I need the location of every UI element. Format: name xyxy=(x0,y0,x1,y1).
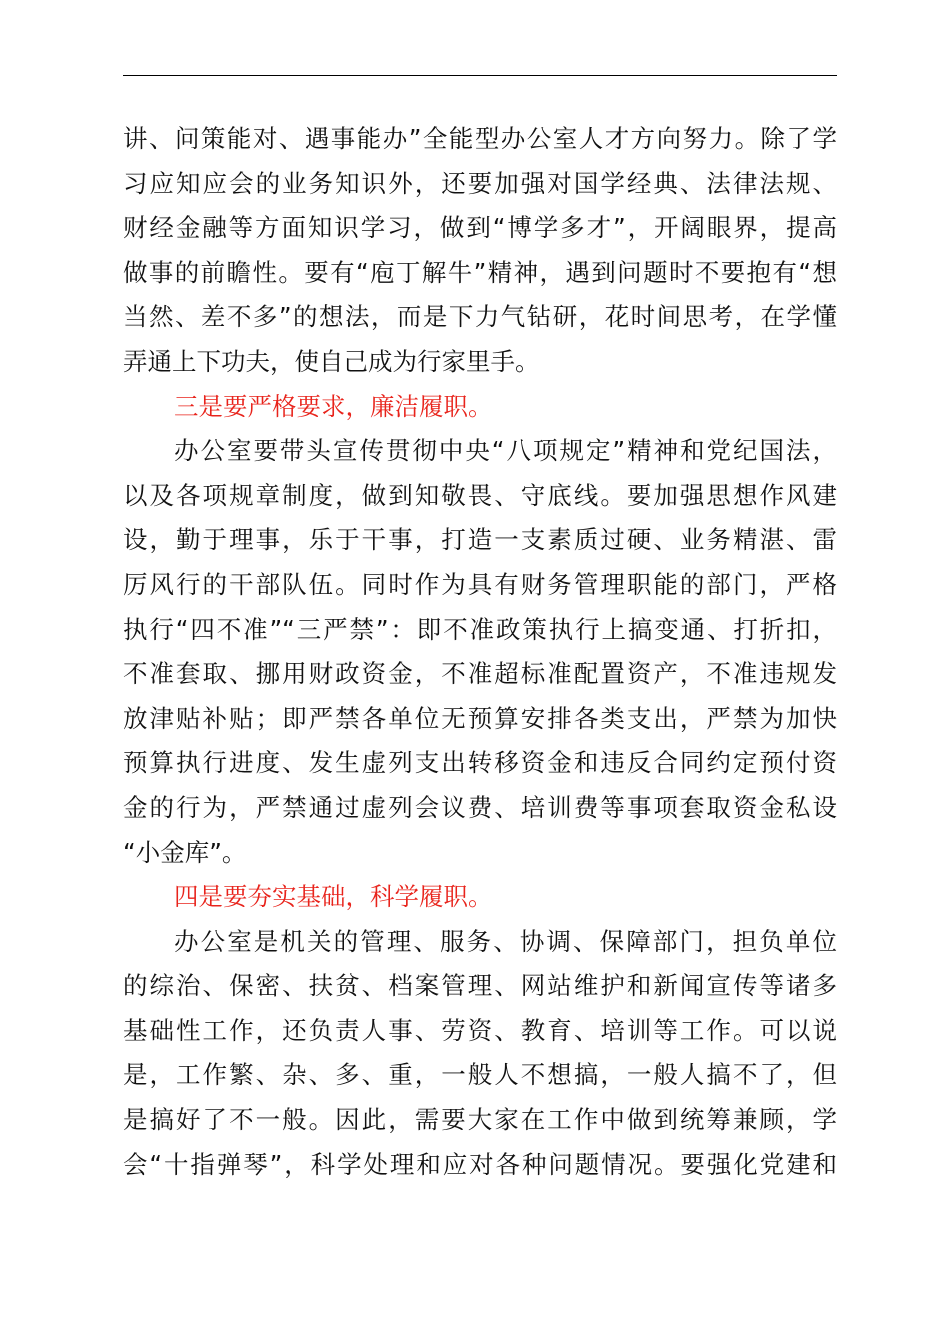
paragraph-2-line: 办公室要带头宣传贯彻中央“八项规定”精神和党纪国法， xyxy=(174,436,837,466)
paragraph-2-line: 以及各项规章制度，做到知敬畏、守底线。要加强思想作风建 xyxy=(123,480,837,510)
paragraph-1-line: 做事的前瞻性。要有“庖丁解牛”精神，遇到问题时不要抱有“想 xyxy=(123,257,837,287)
paragraph-2-line: 预算执行进度、发生虚列支出转移资金和违反合同约定预付资 xyxy=(123,748,837,778)
paragraph-2-line: 放津贴补贴；即严禁各单位无预算安排各类支出，严禁为加快 xyxy=(123,703,837,733)
paragraph-1-line: 财经金融等方面知识学习，做到“博学多才”，开阔眼界，提高 xyxy=(123,213,837,243)
paragraph-2-line: “小金库”。 xyxy=(123,837,247,867)
paragraph-3-line: 的综治、保密、扶贫、档案管理、网站维护和新闻宣传等诸多 xyxy=(123,971,837,1001)
paragraph-3-line: 基础性工作，还负责人事、劳资、教育、培训等工作。可以说 xyxy=(123,1015,837,1045)
paragraph-1-line: 弄通上下功夫，使自己成为行家里手。 xyxy=(123,346,540,376)
paragraph-2-line: 设，勤于理事，乐于干事，打造一支素质过硬、业务精湛、雷 xyxy=(123,525,837,555)
paragraph-2-line: 金的行为，严禁通过虚列会议费、培训费等事项套取资金私设 xyxy=(123,792,837,822)
paragraph-3-line: 会“十指弹琴”，科学处理和应对各种问题情况。要强化党建和 xyxy=(123,1149,837,1179)
section-heading-three: 三是要严格要求，廉洁履职。 xyxy=(174,391,493,421)
paragraph-3-line: 是搞好了不一般。因此，需要大家在工作中做到统筹兼顾，学 xyxy=(123,1105,837,1135)
paragraph-2-line: 不准套取、挪用财政资金，不准超标准配置资产，不准违规发 xyxy=(123,659,837,689)
paragraph-3-line: 是，工作繁、杂、多、重，一般人不想搞，一般人搞不了，但 xyxy=(123,1060,837,1090)
document-body xyxy=(123,117,837,1187)
section-heading-four: 四是要夯实基础，科学履职。 xyxy=(174,882,493,912)
paragraph-1-line: 当然、差不多”的想法，而是下力气钻研，花时间思考，在学懂 xyxy=(123,302,837,332)
paragraph-2-line: 厉风行的干部队伍。同时作为具有财务管理职能的部门，严格 xyxy=(123,569,837,599)
header-rule xyxy=(123,75,837,76)
paragraph-3-line: 办公室是机关的管理、服务、协调、保障部门，担负单位 xyxy=(174,926,837,956)
paragraph-2-line: 执行“四不准”“三严禁”：即不准政策执行上搞变通、打折扣， xyxy=(123,614,837,644)
paragraph-1-line: 讲、问策能对、遇事能办”全能型办公室人才方向努力。除了学 xyxy=(123,124,837,153)
paragraph-1-line: 习应知应会的业务知识外，还要加强对国学经典、法律法规、 xyxy=(123,168,837,198)
